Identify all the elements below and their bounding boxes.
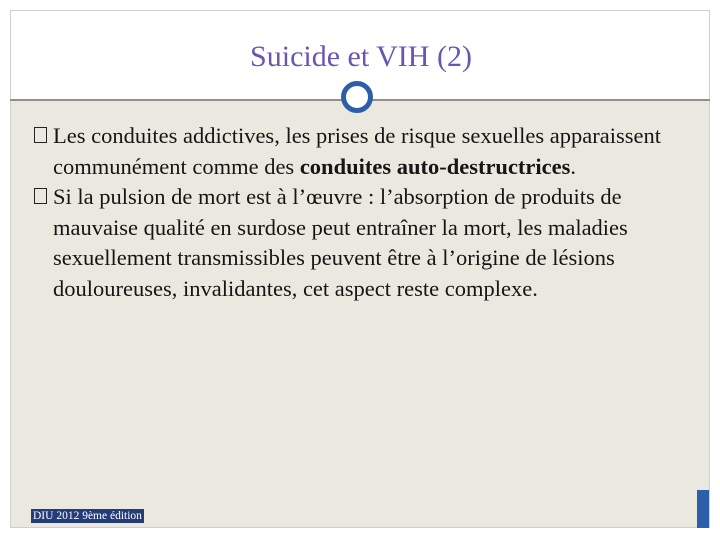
slide-body — [34, 121, 702, 304]
bullet-item — [34, 182, 702, 304]
bullet-text-end: . — [570, 153, 577, 179]
corner-accent — [697, 490, 709, 528]
bullet-item — [34, 121, 702, 182]
square-bullet-icon — [34, 127, 47, 143]
slide-title: Suicide et VIH (2) — [250, 40, 472, 73]
bullet-text: Si la pulsion de mort est à l’œuvre : l’absorption de produits de mauvaise qualité en surdose peut entraîner la mort, les maladies sexuellement transmissibles peuvent être à l’origine de lésions douloureuses, invalidantes, cet aspect reste complexe. — [53, 184, 628, 301]
bullet-text-start: Les conduites addictives, les prises de risque sexuelles apparaissent communément comme des — [53, 123, 661, 179]
square-bullet-icon — [34, 188, 47, 204]
bullet-emphasis: conduites auto-destructrices — [299, 153, 571, 179]
footer-label: DIU 2012 9ème édition — [33, 510, 142, 522]
circle-ornament-icon — [341, 81, 373, 113]
